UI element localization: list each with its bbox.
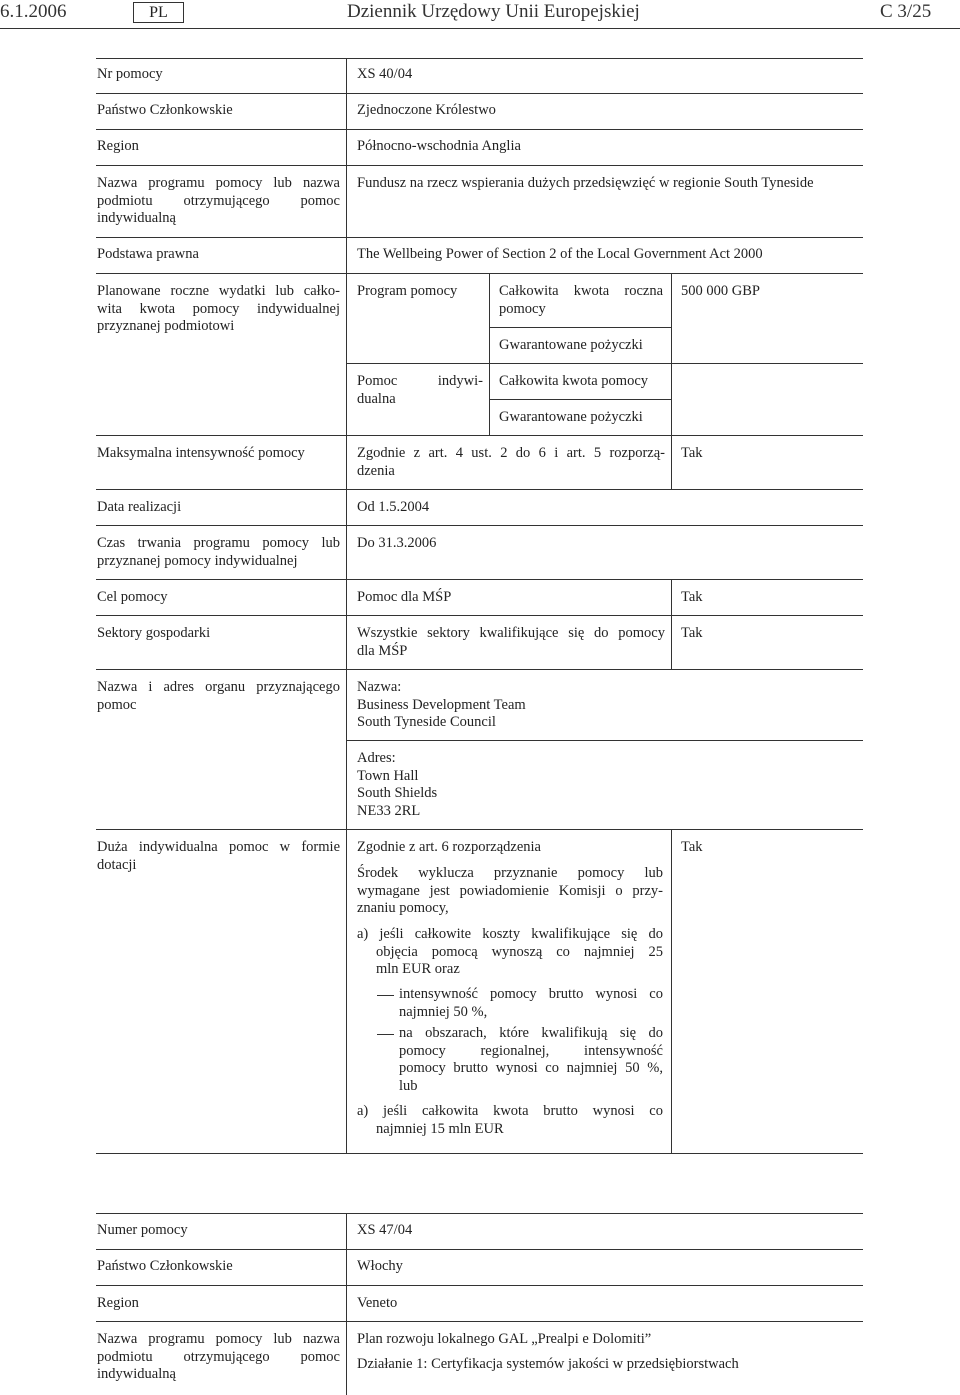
sectors: Wszystkie sektory kwalifikujące się do pomocy dla MŚP [357,625,665,659]
implementation-date-label: Data realizacji [97,499,182,515]
member-state: Włochy [357,1258,403,1274]
language-badge: PL [133,2,184,23]
expenditure-label: Planowane roczne wydatki lub całko- wita kwota pomocy indywidualnej przyznanej podmiotowi [97,283,340,334]
sectors-answer: Tak [681,625,703,641]
intensity-label: Maksymalna intensywność pomocy [97,445,305,461]
aid-number-label: Nr pomocy [97,66,163,82]
region-label: Region [97,138,139,154]
scheme-name: Plan rozwoju lokalnego GAL „Prealpi e Dolomiti” [357,1331,652,1347]
member-state-label: Państwo Członkowskie [97,102,233,118]
authority-name-block [357,679,526,732]
legal-basis-label: Podstawa prawna [97,246,199,262]
implementation-date: Od 1.5.2004 [357,499,430,515]
authority-address-block [357,750,437,820]
journal-title: Dziennik Urzędowy Unii Europejskiej [347,1,640,22]
intensity: Zgodnie z art. 4 ust. 2 do 6 i art. 5 rozporzą- dzenia [357,445,665,479]
sectors-label: Sektory gospodarki [97,625,211,641]
scheme-total-label: Całkowita kwota roczna pomocy [499,283,663,317]
region-label: Region [97,1295,139,1311]
duration-label: Czas trwania programu pomocy lub przyznanej pomocy indywidualnej [97,535,340,569]
authority-address-line: NE33 2RL [357,802,421,819]
authority-address-label: Adres: [357,750,396,766]
legal-basis: The Wellbeing Power of Section 2 of the Local Government Act 2000 [357,246,763,262]
objective: Pomoc dla MŚP [357,589,452,605]
scheme-name-label: Nazwa programu pomocy lub nazwa podmiotu otrzymującego pomoc indywidualną [97,175,340,226]
dash-item-intensity: intensywność pomocy brutto wynosi co najmniej 50 %, [399,986,663,1020]
individual-total-label: Całkowita kwota pomocy [499,373,649,389]
large-aid-answer: Tak [681,839,703,855]
scheme-measure: Działanie 1: Certyfikacja systemów jakości w przedsiębiorstwach [357,1356,739,1372]
condition-a-amount: a) jeśli całkowita kwota brutto wynosi co najmniej 15 mln EUR [357,1103,663,1137]
large-aid-label: Duża indywidualna pomoc w formie dotacji [97,839,340,873]
objective-label: Cel pomocy [97,589,168,605]
condition-a-costs: a) jeśli całkowite koszty kwalifikujące się do objęcia pomocą wynoszą co najmniej 25 mln EUR oraz [357,926,663,977]
aid-number-label: Numer pomocy [97,1222,188,1238]
dash-bullet [377,1034,394,1035]
objective-answer: Tak [681,589,703,605]
large-aid-intro: Zgodnie z art. 6 rozporządzenia [357,839,541,855]
page-number: C 3/25 [880,1,932,22]
publication-date: 6.1.2006 [0,1,67,22]
individual-loans-label: Gwarantowane pożyczki [499,409,643,425]
scheme-name: Fundusz na rzecz wspierania dużych przedsięwzięć w regionie South Tyneside [357,175,814,191]
scheme-total-value: 500 000 GBP [681,283,760,299]
scheme-name-label: Nazwa programu pomocy lub nazwa podmiotu otrzymującego pomoc indywidualną [97,1331,340,1382]
authority-address-line: South Shields [357,785,438,801]
region: Północno-wschodnia Anglia [357,138,521,154]
duration: Do 31.3.2006 [357,535,437,551]
authority-address-line: Town Hall [357,767,419,784]
aid-scheme-label: Program pomocy [357,283,458,299]
member-state: Zjednoczone Królestwo [357,102,496,118]
individual-aid-label: Pomoc indywi- dualna [357,373,483,407]
authority-name-label: Nazwa: [357,679,402,695]
large-aid-text: Środek wyklucza przyznanie pomocy lub wymagane jest powiadomienie Komisji o przy- znaniu pomocy, [357,865,663,916]
aid-number: XS 47/04 [357,1222,413,1238]
member-state-label: Państwo Członkowskie [97,1258,233,1274]
authority-name: South Tyneside Council [357,714,496,730]
authority-name: Business Development Team [357,696,526,713]
scheme-loans-label: Gwarantowane pożyczki [499,337,643,353]
region: Veneto [357,1295,398,1311]
dash-item-regional: na obszarach, które kwalifikują się do pomocy regionalnej, intensywność pomocy brutto wynosi co najmniej 50 %, lub [399,1025,663,1094]
authority-label: Nazwa i adres organu przyznającego pomoc [97,679,340,713]
aid-number: XS 40/04 [357,66,413,82]
header-rule [0,28,960,29]
intensity-answer: Tak [681,445,703,461]
dash-bullet [377,995,394,996]
